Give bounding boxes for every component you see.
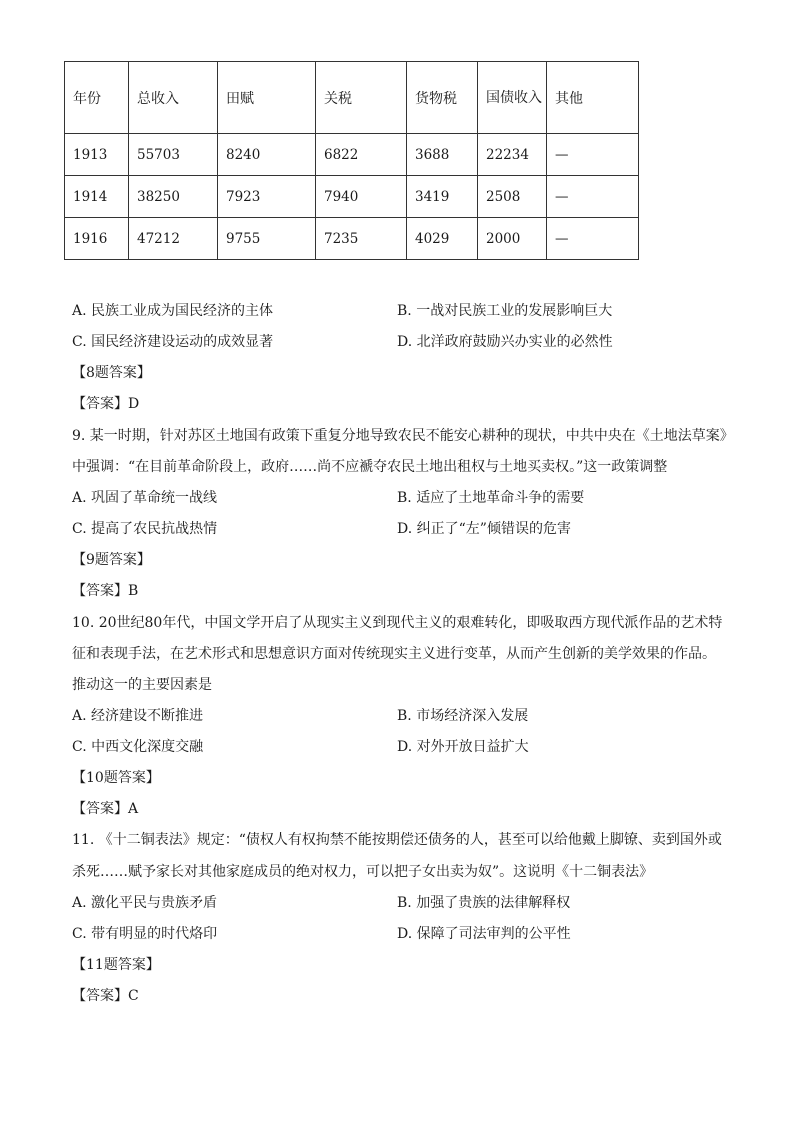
q10-stem-line2: 征和表现手法，在艺术形式和思想意识方面对传统现实主义进行变革，从而产生创新的美学效果的作品。	[72, 646, 716, 662]
table-header-row	[65, 62, 639, 134]
q9-option-a: A. 巩固了革命统一战线	[72, 490, 218, 506]
table-cell: 6822	[316, 134, 407, 176]
q9-stem-line2: 中强调：“在目前革命阶段上，政府……尚不应褫夺农民土地出租权与土地买卖权。”这一政策调整	[72, 459, 668, 475]
q10-option-c: C. 中西文化深度交融	[72, 739, 204, 755]
q8-option-d: D. 北洋政府鼓励兴办实业的必然性	[397, 334, 613, 350]
q11-answer: 【答案】C	[72, 988, 139, 1004]
q11-stem-line2: 杀死……赋予家长对其他家庭成员的绝对权力，可以把子女出卖为奴”。这说明《十二铜表法》	[72, 864, 654, 880]
q10-option-d: D. 对外开放日益扩大	[397, 739, 529, 755]
q8-option-a: A. 民族工业成为国民经济的主体	[72, 303, 274, 319]
header-cell-other: 其他	[547, 62, 639, 134]
table-cell: —	[547, 134, 639, 176]
revenue-table	[64, 61, 639, 260]
q8-option-c: C. 国民经济建设运动的成效显著	[72, 334, 274, 350]
table-cell: 38250	[129, 176, 218, 218]
table-cell: 22234	[478, 134, 547, 176]
table-cell: 55703	[129, 134, 218, 176]
q9-stem-line1: 9. 某一时期，针对苏区土地国有政策下重复分地导致农民不能安心耕种的现状，中共中央在《土地法草案》	[72, 428, 734, 444]
table-cell: 3419	[407, 176, 478, 218]
q10-answer: 【答案】A	[72, 801, 139, 817]
table-row	[65, 134, 639, 176]
q11-option-b: B. 加强了贵族的法律解释权	[397, 895, 571, 911]
q9-answer-heading: 【9题答案】	[72, 552, 151, 568]
table-cell: 3688	[407, 134, 478, 176]
table-cell: 1914	[65, 176, 129, 218]
table-cell: 8240	[218, 134, 316, 176]
header-cell-customs: 关税	[316, 62, 407, 134]
q11-option-a: A. 激化平民与贵族矛盾	[72, 895, 218, 911]
table-cell: 7940	[316, 176, 407, 218]
q10-stem-line1: 10. 20世纪80年代，中国文学开启了从现实主义到现代主义的艰难转化，即吸取西方现代派作品的艺术特	[72, 615, 723, 631]
table-cell: 7235	[316, 218, 407, 260]
q9-option-b: B. 适应了土地革命斗争的需要	[397, 490, 585, 506]
table-cell: 2508	[478, 176, 547, 218]
q9-option-d: D. 纠正了“左”倾错误的危害	[397, 521, 571, 537]
q8-answer: 【答案】D	[72, 396, 140, 412]
table-cell: 9755	[218, 218, 316, 260]
header-cell-year: 年份	[65, 62, 129, 134]
header-cell-goods-tax: 货物税	[407, 62, 478, 134]
table-row	[65, 176, 639, 218]
q9-answer: 【答案】B	[72, 583, 139, 599]
table-cell: 47212	[129, 218, 218, 260]
q8-option-b: B. 一战对民族工业的发展影响巨大	[397, 303, 613, 319]
table-cell: 4029	[407, 218, 478, 260]
header-cell-bonds: 国债收入	[478, 62, 547, 134]
q9-option-c: C. 提高了农民抗战热情	[72, 521, 218, 537]
table-row	[65, 218, 639, 260]
q11-option-c: C. 带有明显的时代烙印	[72, 926, 218, 942]
q10-stem-line3: 推动这一的主要因素是	[72, 677, 212, 693]
q11-option-d: D. 保障了司法审判的公平性	[397, 926, 571, 942]
table-cell: —	[547, 218, 639, 260]
q10-option-b: B. 市场经济深入发展	[397, 708, 529, 724]
table-cell: 1913	[65, 134, 129, 176]
q11-stem-line1: 11. 《十二铜表法》规定：“债权人有权拘禁不能按期偿还债务的人，甚至可以给他戴上脚镣、卖到国外或	[72, 832, 722, 848]
q10-answer-heading: 【10题答案】	[72, 770, 160, 786]
header-cell-land-tax: 田赋	[218, 62, 316, 134]
q11-answer-heading: 【11题答案】	[72, 957, 160, 973]
table-cell: 2000	[478, 218, 547, 260]
table-cell: —	[547, 176, 639, 218]
q8-answer-heading: 【8题答案】	[72, 365, 151, 381]
table-cell: 1916	[65, 218, 129, 260]
table-cell: 7923	[218, 176, 316, 218]
q10-option-a: A. 经济建设不断推进	[72, 708, 204, 724]
header-cell-total: 总收入	[129, 62, 218, 134]
